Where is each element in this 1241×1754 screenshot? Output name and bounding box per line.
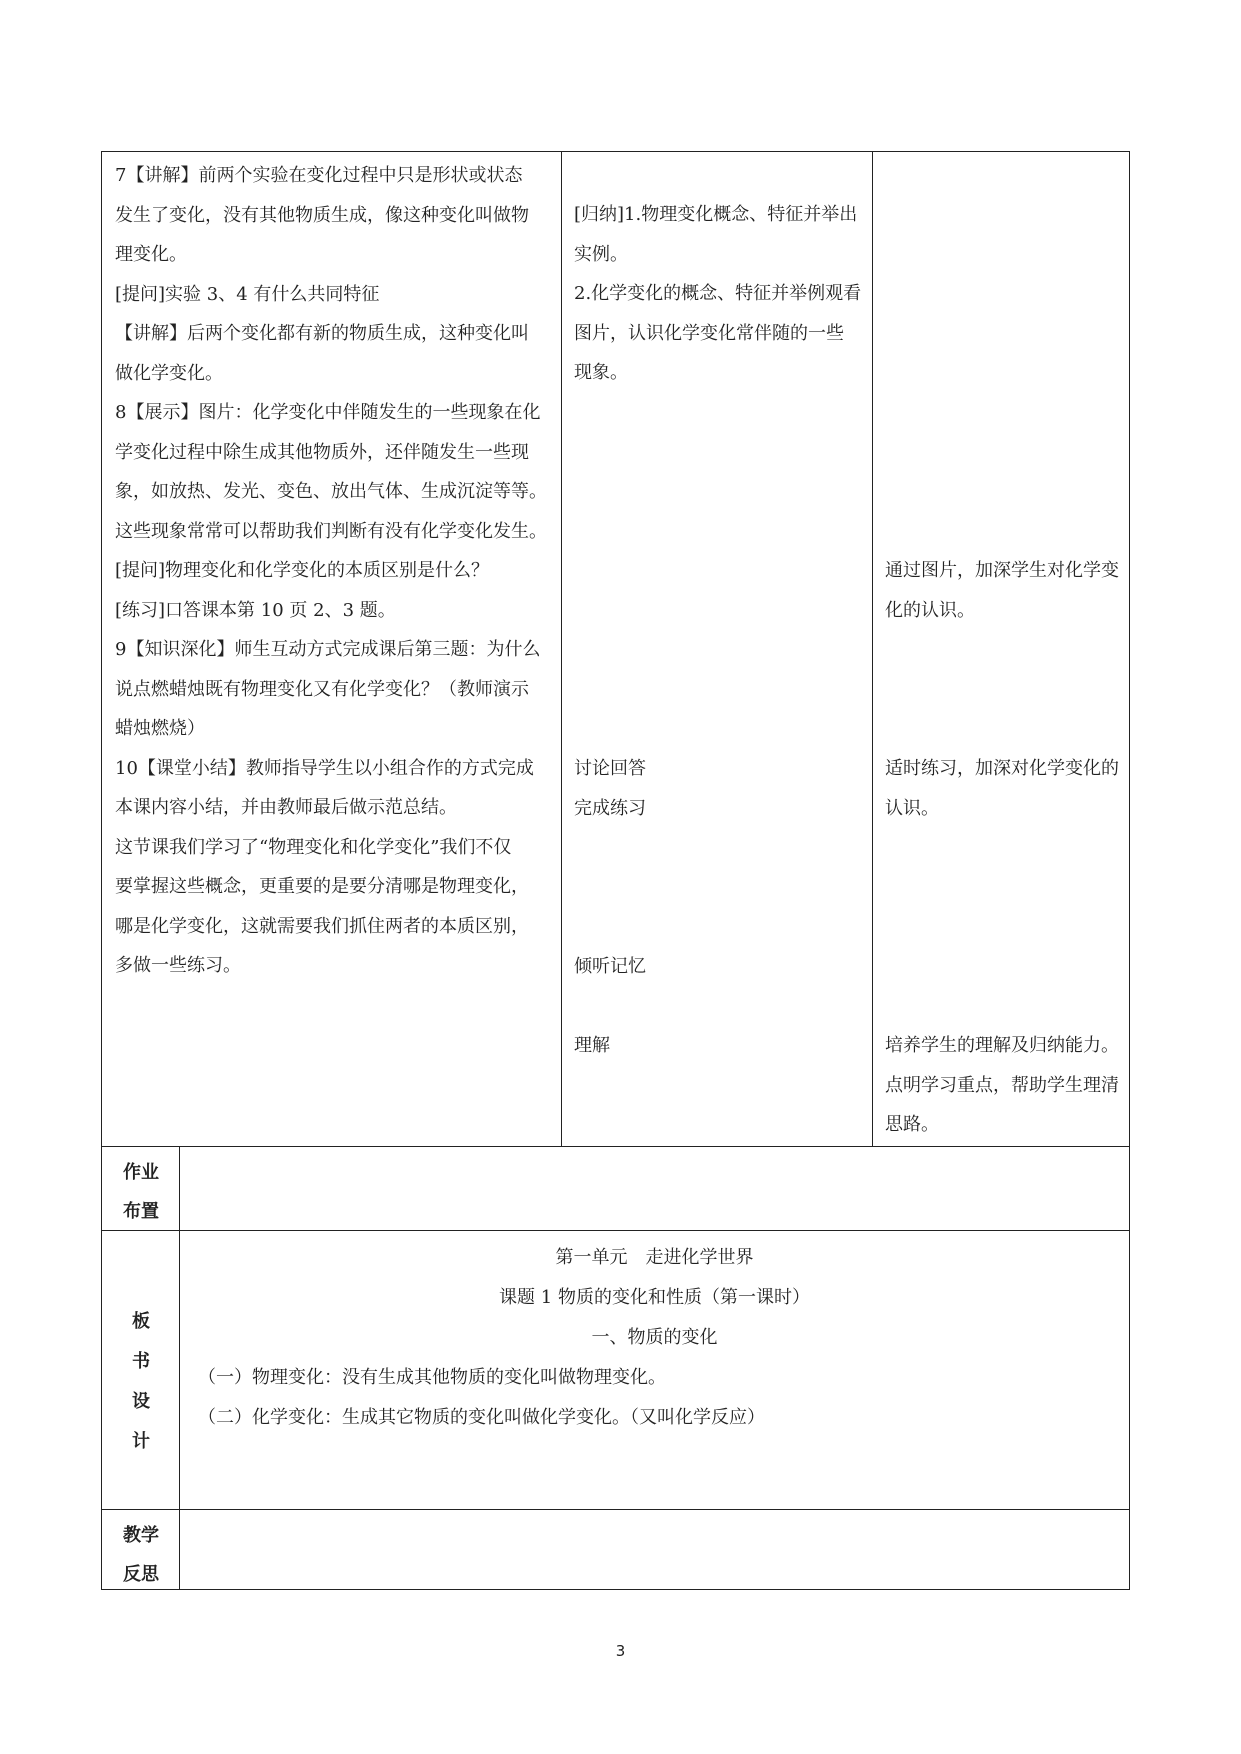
purpose-line: 化的认识。 bbox=[885, 599, 975, 621]
teacher-line: 9【知识深化】师生互动方式完成课后第三题：为什么 bbox=[115, 639, 541, 660]
purpose-line: 培养学生的理解及归纳能力。 bbox=[885, 1035, 1119, 1056]
design-purpose-column bbox=[885, 551, 1119, 630]
reflection-label-line: 教学 bbox=[123, 1525, 159, 1546]
reflection-label bbox=[102, 1510, 180, 1589]
design-purpose-column bbox=[885, 1026, 1119, 1145]
student-activity-column bbox=[574, 749, 646, 828]
teacher-line: 本课内容小结，并由教师最后做示范总结。 bbox=[115, 797, 457, 818]
board-unit-title: 第一单元 走进化学世界 bbox=[555, 1247, 754, 1268]
homework-label bbox=[102, 1147, 180, 1230]
teacher-line: 这节课我们学习了“物理变化和化学变化”我们不仅 bbox=[115, 836, 512, 858]
purpose-line: 点明学习重点，帮助学生理清 bbox=[885, 1074, 1119, 1096]
student-line: 图片，认识化学变化常伴随的一些 bbox=[574, 322, 844, 344]
teacher-line: 说点燃蜡烛既有物理变化又有化学变化？（教师演示 bbox=[115, 678, 529, 700]
board-point: （二）化学变化：生成其它物质的变化叫做化学变化。（又叫化学反应） bbox=[198, 1407, 765, 1428]
teacher-line: 哪是化学变化，这就需要我们抓住两者的本质区别， bbox=[115, 915, 529, 937]
board-point: （一）物理变化：没有生成其他物质的变化叫做物理变化。 bbox=[198, 1367, 666, 1388]
teacher-line: 理变化。 bbox=[115, 244, 187, 265]
board-label-char: 设 bbox=[132, 1391, 150, 1412]
teacher-line: 这些现象常常可以帮助我们判断有没有化学变化发生。 bbox=[115, 520, 547, 542]
reflection-row bbox=[101, 1510, 1130, 1590]
student-line: 2.化学变化的概念、特征并举例观看 bbox=[574, 283, 862, 304]
board-section-title: 一、物质的变化 bbox=[591, 1327, 718, 1348]
reflection-label-line: 反思 bbox=[123, 1564, 159, 1585]
teacher-line: 要掌握这些概念，更重要的是要分清哪是物理变化， bbox=[115, 876, 529, 897]
board-label-char: 书 bbox=[132, 1351, 150, 1372]
student-line: [归纳]1.物理变化概念、特征并举出 bbox=[574, 204, 858, 225]
student-activity-column bbox=[574, 947, 646, 987]
homework-label-line: 布置 bbox=[123, 1201, 159, 1222]
student-line: 现象。 bbox=[574, 362, 628, 383]
teacher-line: 做化学变化。 bbox=[115, 362, 223, 384]
lesson-process-table bbox=[101, 151, 1130, 1147]
board-design-row bbox=[101, 1231, 1130, 1510]
board-lesson-title: 课题 1 物质的变化和性质（第一课时） bbox=[499, 1287, 810, 1308]
page-number: 3 bbox=[615, 1642, 626, 1660]
column-divider bbox=[561, 152, 562, 1146]
teacher-line: 发生了变化，没有其他物质生成，像这种变化叫做物 bbox=[115, 204, 529, 226]
teacher-line: [提问]实验 3、4 有什么共同特征 bbox=[115, 283, 380, 305]
homework-label-line: 作业 bbox=[123, 1162, 159, 1183]
teacher-line: 多做一些练习。 bbox=[115, 955, 241, 976]
student-activity-column bbox=[574, 195, 861, 393]
purpose-line: 认识。 bbox=[885, 797, 939, 819]
student-line: 理解 bbox=[574, 1035, 610, 1056]
student-activity-column bbox=[574, 1026, 610, 1066]
student-line: 讨论回答 bbox=[574, 758, 646, 779]
board-design-label bbox=[102, 1231, 180, 1509]
teacher-line: 蜡烛燃烧） bbox=[115, 718, 205, 739]
teacher-line: 象，如放热、发光、变色、放出气体、生成沉淀等等。 bbox=[115, 481, 547, 502]
teacher-line: [提问]物理变化和化学变化的本质区别是什么？ bbox=[115, 560, 490, 581]
purpose-line: 适时练习，加深对化学变化的 bbox=[885, 758, 1119, 779]
column-divider bbox=[872, 152, 873, 1146]
teacher-line: 7【讲解】前两个实验在变化过程中只是形状或状态 bbox=[115, 165, 523, 186]
board-label-char: 计 bbox=[132, 1431, 150, 1452]
teacher-line: 10【课堂小结】教师指导学生以小组合作的方式完成 bbox=[115, 757, 534, 779]
teacher-line: 8【展示】图片：化学变化中伴随发生的一些现象在化 bbox=[115, 402, 541, 423]
purpose-line: 通过图片，加深学生对化学变 bbox=[885, 560, 1119, 581]
teacher-activity-column bbox=[115, 156, 547, 986]
student-line: 完成练习 bbox=[574, 797, 646, 819]
student-line: 实例。 bbox=[574, 243, 628, 265]
teacher-line: 学变化过程中除生成其他物质外，还伴随发生一些现 bbox=[115, 441, 529, 463]
teacher-line: 【讲解】后两个变化都有新的物质生成，这种变化叫 bbox=[115, 323, 529, 344]
design-purpose-column bbox=[885, 749, 1119, 828]
teacher-line: [练习]口答课本第 10 页 2、3 题。 bbox=[115, 599, 396, 621]
purpose-line: 思路。 bbox=[885, 1114, 939, 1135]
student-line: 倾听记忆 bbox=[574, 956, 646, 977]
homework-row bbox=[101, 1147, 1130, 1231]
board-label-char: 板 bbox=[132, 1311, 150, 1332]
